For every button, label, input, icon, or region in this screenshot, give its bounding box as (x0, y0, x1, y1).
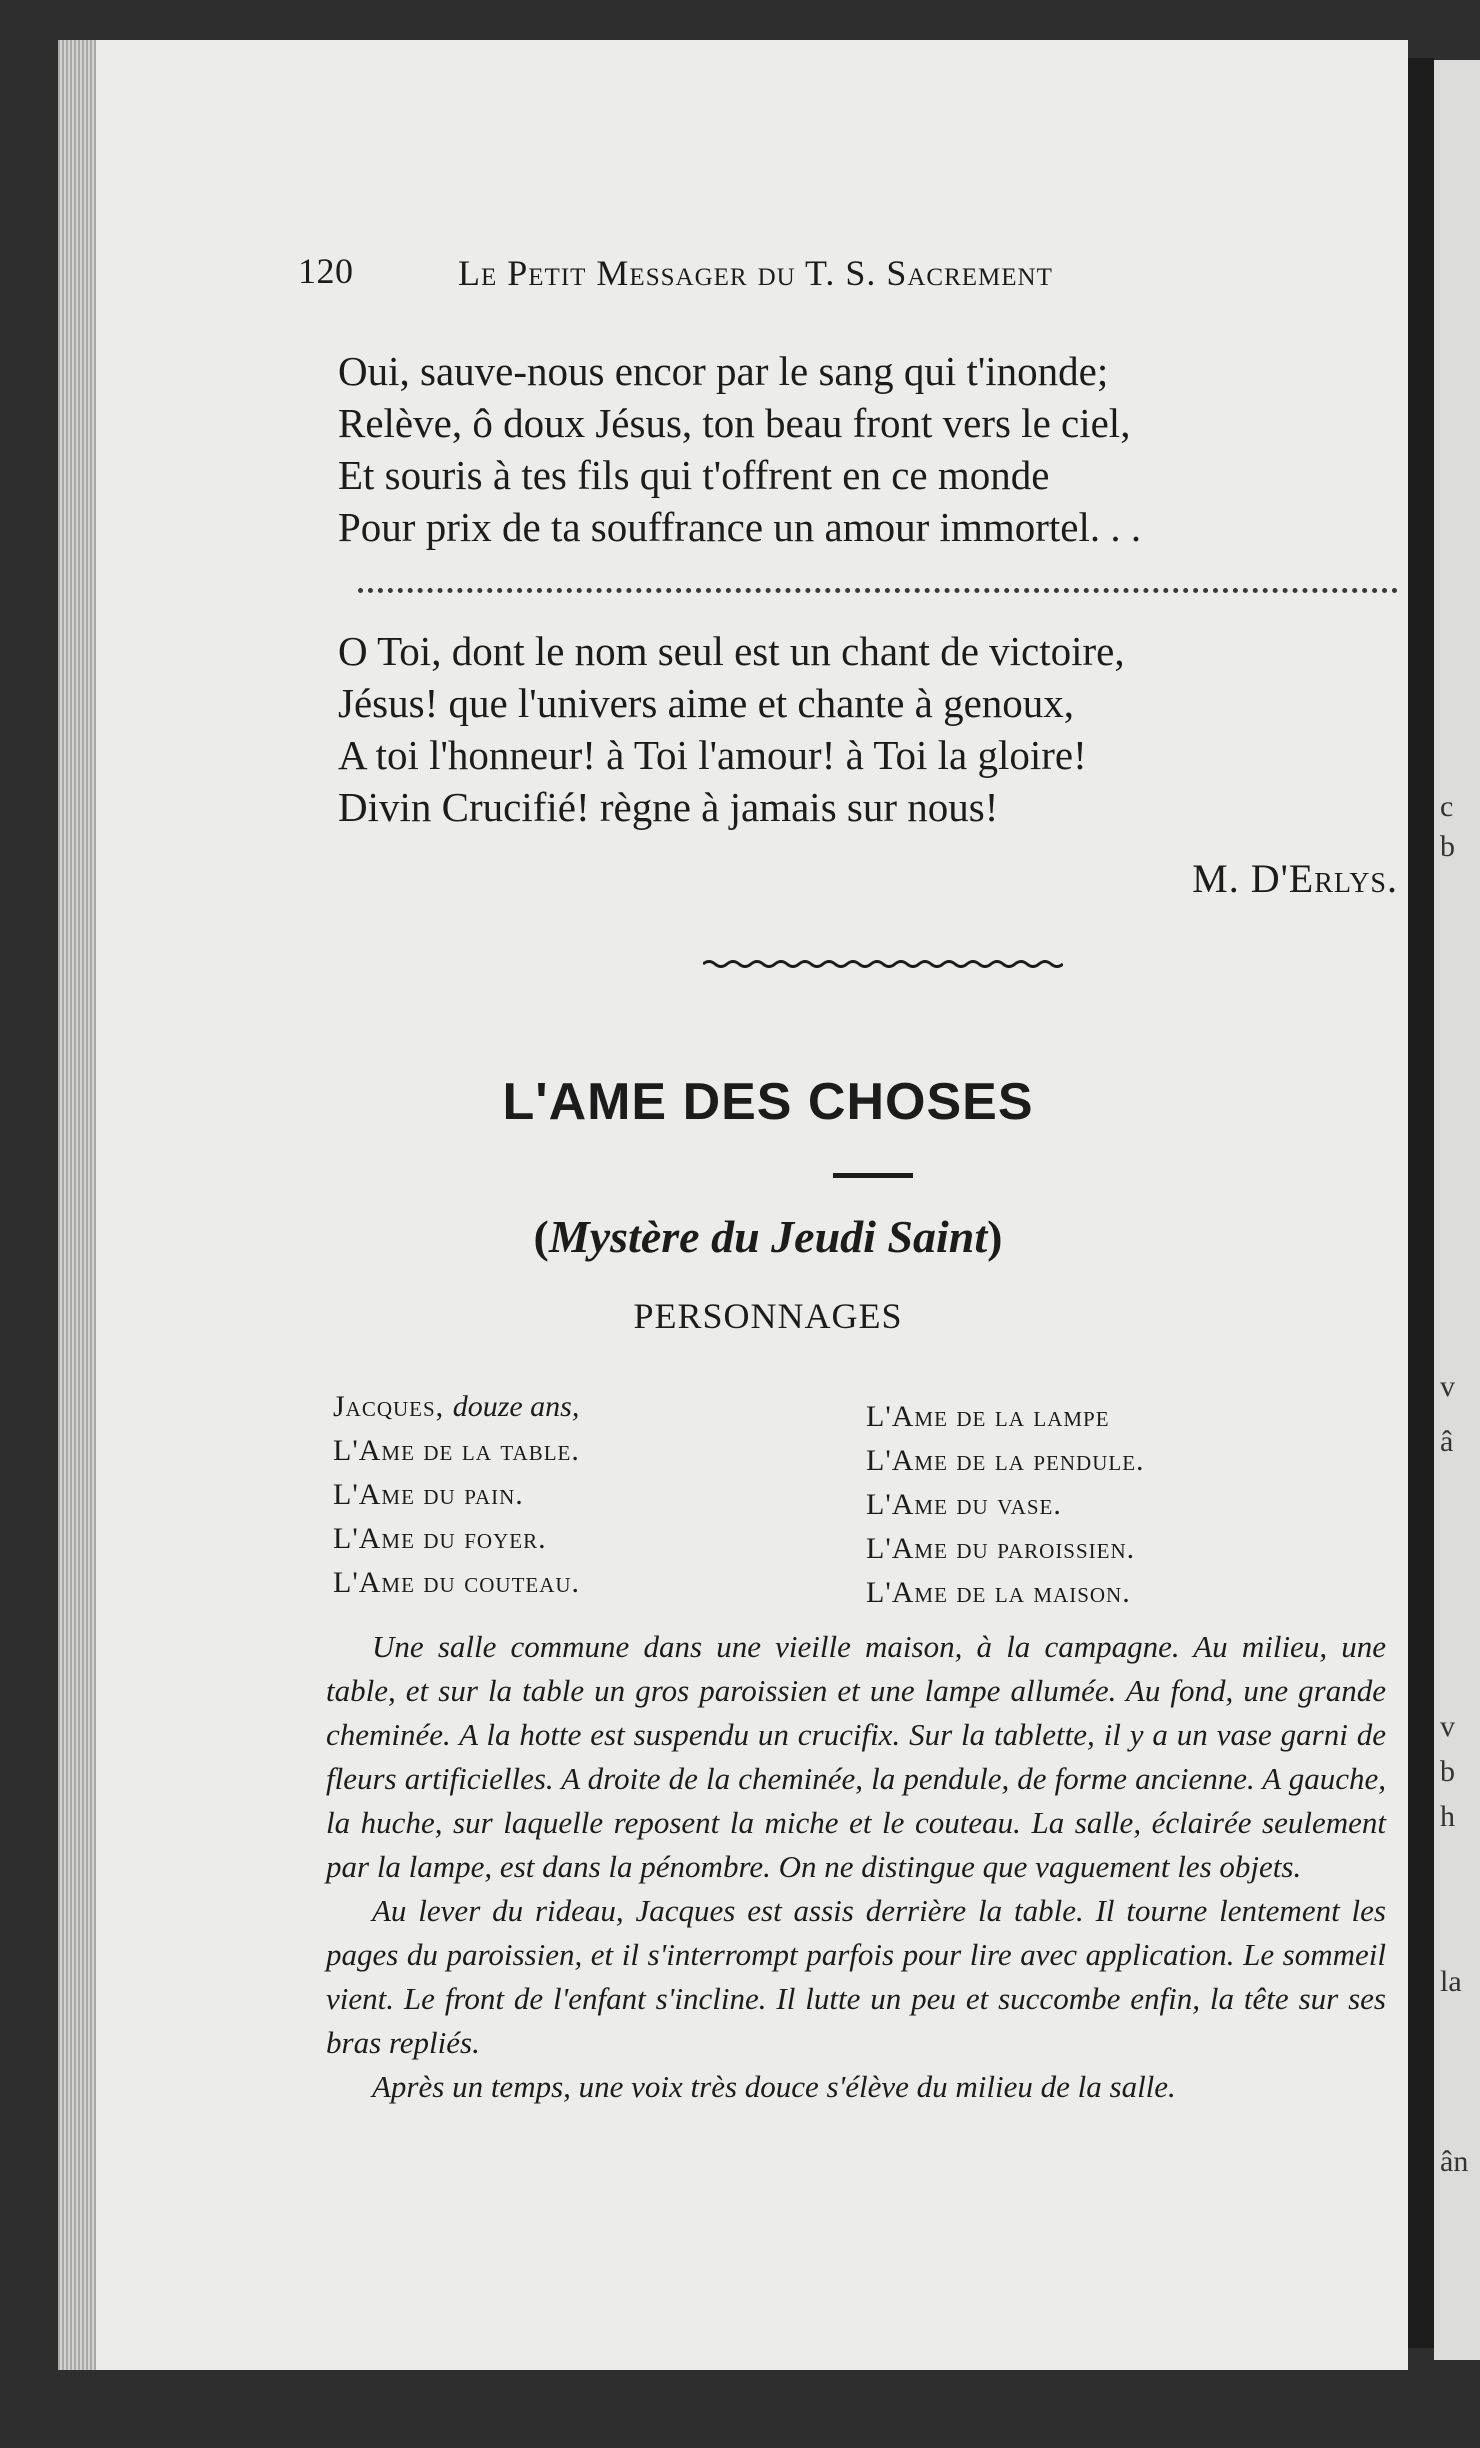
play-title: L'AME DES CHOSES (502, 1073, 1034, 1131)
stage-paragraph: Après un temps, une voix très douce s'élève du milieu de la salle. (372, 2069, 1176, 2104)
verse-line: A toi l'honneur! à Toi l'amour! à Toi la gloire! (338, 732, 1087, 778)
verse-line: O Toi, dont le nom seul est un chant de victoire, (338, 628, 1125, 674)
stage-directions (326, 1625, 1386, 2109)
fragment-text: la (1440, 1965, 1462, 1998)
verse-line: Et souris à tes fils qui t'offrent en ce monde (338, 452, 1050, 498)
cast-name: Jacques, (333, 1390, 445, 1423)
fragment-text: â (1440, 1425, 1454, 1458)
verse-line: Jésus! que l'univers aime et chante à genoux, (338, 680, 1075, 726)
page-number: 120 (298, 251, 354, 291)
cast-list-left (333, 1385, 580, 1605)
cast-entry: L'Ame du paroissien. (866, 1532, 1136, 1565)
cast-entry: L'Ame du pain. (333, 1478, 524, 1511)
cast-entry: L'Ame du foyer. (333, 1522, 547, 1555)
verse-line: Pour prix de ta souffrance un amour immortel. . . (338, 504, 1142, 550)
cast-entry: L'Ame de la pendule. (866, 1444, 1145, 1477)
cast-entry: L'Ame du couteau. (333, 1566, 581, 1599)
cast-entry: L'Ame de la maison. (866, 1576, 1131, 1609)
play-subtitle-text: Mystère du Jeudi Saint (548, 1211, 988, 1262)
cast-desc: douze ans, (452, 1390, 580, 1423)
wavy-ornament-divider (703, 956, 1063, 972)
verse-line: Oui, sauve-nous encor par le sang qui t'inonde; (338, 348, 1109, 394)
cast-entry (333, 1385, 580, 1429)
fragment-text: b (1440, 1755, 1455, 1788)
fragment-text: b (1440, 830, 1455, 863)
poem-stanza-2 (338, 625, 1125, 833)
stage-paragraph: Au lever du rideau, Jacques est assis derrière la table. Il tourne lentement les pages du paroissien, et il s'interrompt parfois pour lire avec application. Le sommeil vient. Le front de l'enfant s'incline. Il lutte un peu et succombe enfin, la tête sur ses bras repliés. (326, 1893, 1386, 2060)
fragment-text: ân (1440, 2145, 1469, 2178)
fragment-text: h (1440, 1800, 1455, 1833)
running-title: Le Petit Messager du T. S. Sacrement (458, 253, 1053, 293)
book-page (58, 40, 1408, 2370)
cast-entry: L'Ame du vase. (866, 1488, 1062, 1521)
cast-entry: L'Ame de la table. (333, 1434, 580, 1467)
verse-line: Relève, ô doux Jésus, ton beau front vers le ciel, (338, 400, 1131, 446)
page-gutter-shadow (1408, 58, 1434, 2348)
poem-stanza-1 (338, 345, 1141, 553)
cast-list-right (866, 1395, 1145, 1615)
fragment-text: c (1440, 790, 1454, 823)
characters-heading: PERSONNAGES (633, 1296, 903, 1336)
stage-paragraph: Une salle commune dans une vieille maison, à la campagne. Au milieu, une table, et sur la table un gros paroissien et une lampe allumée. Au fond, une grande cheminée. A la hotte est suspendu un crucifix. Sur la tablette, il y a un vase garni de fleurs artificielles. A droite de la cheminée, la pendule, de forme ancienne. A gauche, la huche, sur laquelle reposent la miche et le couteau. La salle, éclairée seulement par la lampe, est dans la pénombre. On ne distingue que vaguement les objets. (326, 1629, 1386, 1884)
play-subtitle: (Mystère du Jeudi Saint) (533, 1211, 1003, 1262)
verse-line: Divin Crucifié! règne à jamais sur nous! (338, 784, 999, 830)
title-rule (833, 1173, 913, 1178)
page-binding-edge (58, 40, 96, 2370)
fragment-text: v (1440, 1710, 1455, 1743)
dotted-separator (358, 588, 1398, 593)
fragment-text: v (1440, 1370, 1455, 1403)
cast-entry: L'Ame de la lampe (866, 1400, 1110, 1433)
adjacent-page-edge (1434, 60, 1480, 2360)
poem-signature: M. D'Erlys. (1192, 856, 1398, 901)
